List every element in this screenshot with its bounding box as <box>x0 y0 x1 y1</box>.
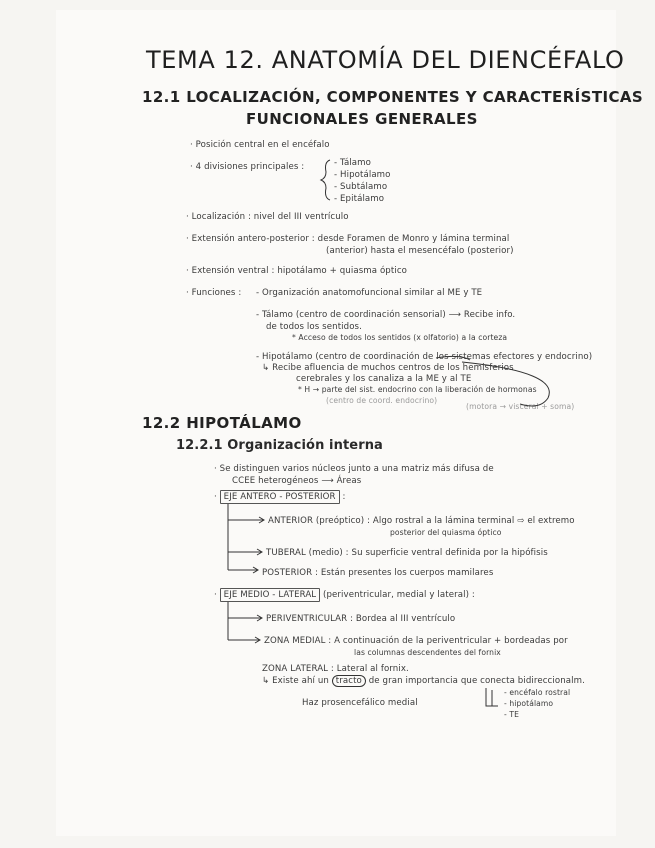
funcion-hipotalamo-2: ↳ Recibe afluencia de muchos centros de los hemisferios <box>262 363 514 373</box>
zona-medial: ZONA MEDIAL : A continuación de la periventricular + bordeadas por <box>264 636 568 646</box>
notebook-page <box>56 10 616 836</box>
division-talamo: - Tálamo <box>334 158 372 168</box>
bullet-localizacion: · Localización : nivel del III ventrículo <box>186 212 349 222</box>
division-subtalamo: - Subtálamo <box>334 182 388 192</box>
zona-anterior: ANTERIOR (preóptico) : Algo rostral a la lámina terminal ⇨ el extremo <box>268 516 575 526</box>
funcion-organizacion: - Organización anatomofuncional similar al ME y TE <box>256 288 483 298</box>
eje-antero-posterior-colon: : <box>342 492 346 502</box>
division-epitalamo: - Epitálamo <box>334 194 385 204</box>
section-1-heading: 12.1 LOCALIZACIÓN, COMPONENTES Y CARACTERÍSTICAS <box>142 88 644 106</box>
zona-lateral-tracto-line <box>262 676 585 686</box>
eje-antero-posterior: · EJE ANTERO - POSTERIOR : <box>214 492 346 502</box>
bullet-funciones: · Funciones : <box>186 288 242 298</box>
bullet-posicion: · Posición central en el encéfalo <box>190 140 330 150</box>
hipotalamo-annotation-motora: (motora → visceral + soma) <box>466 402 575 411</box>
division-hipotalamo: - Hipotálamo <box>334 170 391 180</box>
funcion-hipotalamo: - Hipotálamo (centro de coordinación de los sistemas efectores y endocrino) <box>256 352 593 362</box>
section-1-heading-continued: FUNCIONALES GENERALES <box>246 110 478 128</box>
eje-antero-posterior-box: EJE ANTERO - POSTERIOR <box>220 490 340 504</box>
zona-periventricular: PERIVENTRICULAR : Bordea al III ventrículo <box>266 614 456 624</box>
tracto-circled: tracto <box>332 675 366 687</box>
zona-tuberal: TUBERAL (medio) : Su superficie ventral definida por la hipófisis <box>266 548 548 558</box>
bullet-extension-ap: · Extensión antero-posterior : desde Foramen de Monro y lámina terminal <box>186 234 510 244</box>
bullet-divisiones: · 4 divisiones principales : <box>190 162 305 172</box>
funcion-talamo: - Tálamo (centro de coordinación sensorial) ⟶ Recibe info. <box>256 310 516 320</box>
zona-lateral: ZONA LATERAL : Lateral al fornix. <box>262 664 409 674</box>
funcion-hipotalamo-note: * H → parte del sist. endocrino con la liberación de hormonas <box>298 385 537 394</box>
eje-medio-lateral-extra: (periventricular, medial y lateral) : <box>323 590 475 600</box>
haz-target-te: - TE <box>504 710 519 719</box>
zona-anterior-continued: posterior del quiasma óptico <box>390 528 502 537</box>
hipotalamo-annotation-endocrino: (centro de coord. endocrino) <box>326 396 438 405</box>
zona-posterior: POSTERIOR : Están presentes los cuerpos mamilares <box>262 568 494 578</box>
funcion-talamo-note: * Acceso de todos los sentidos (x olfatorio) a la corteza <box>292 333 508 342</box>
bullet-nucleos-continued: CCEE heterogéneos ⟶ Áreas <box>232 476 362 486</box>
bullet-extension-ventral: · Extensión ventral : hipotálamo + quiasma óptico <box>186 266 408 276</box>
tracto-description: de gran importancia que conecta bidireccionalm. <box>368 676 585 686</box>
subsection-heading: 12.2.1 Organización interna <box>176 438 383 453</box>
bullet-nucleos: · Se distinguen varios núcleos junto a una matriz más difusa de <box>214 464 494 474</box>
eje-medio-lateral-box: EJE MEDIO - LATERAL <box>220 588 321 602</box>
haz-prosencefalico: Haz prosencefálico medial <box>302 698 418 708</box>
haz-target-hipotalamo: - hipotálamo <box>504 699 554 708</box>
tracto-intro: ↳ Existe ahí un <box>262 676 329 686</box>
zona-medial-continued: las columnas descendentes del fornix <box>354 648 501 657</box>
eje-medio-lateral: · EJE MEDIO - LATERAL (periventricular, medial y lateral) : <box>214 590 475 600</box>
extension-ap-continued: (anterior) hasta el mesencéfalo (posterior) <box>326 246 514 256</box>
haz-target-encefalo: - encéfalo rostral <box>504 688 571 697</box>
page-title: TEMA 12. ANATOMÍA DEL DIENCÉFALO <box>146 46 625 74</box>
section-2-heading: 12.2 HIPOTÁLAMO <box>142 414 302 432</box>
funcion-talamo-continued: de todos los sentidos. <box>266 322 362 332</box>
funcion-hipotalamo-3: cerebrales y los canaliza a la ME y al TE <box>296 374 472 384</box>
